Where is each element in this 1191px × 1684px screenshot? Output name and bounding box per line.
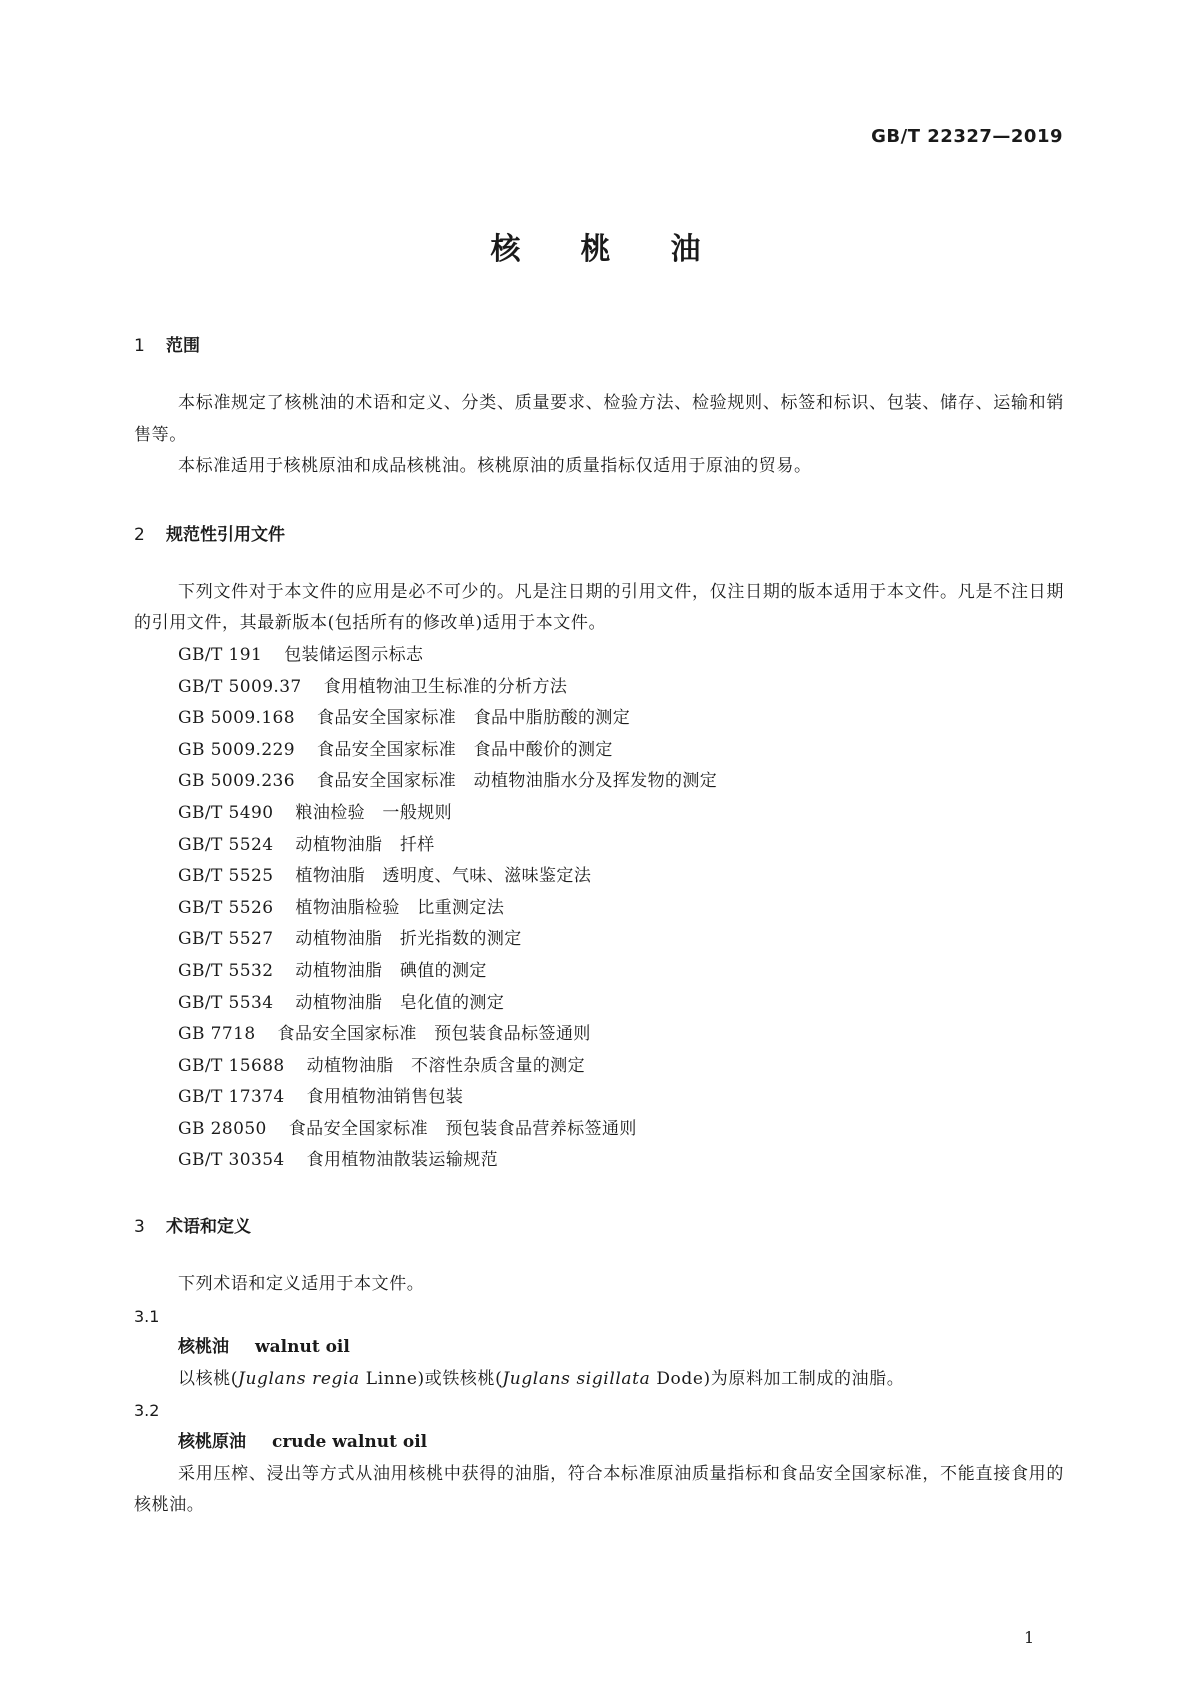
term-definition: 以核桃(Juglans regia Linne)或铁核桃(Juglans sigillata Dode)为原料加工制成的油脂。 (178, 1368, 905, 1389)
reference-item: GB/T 191 包装储运图示标志 (178, 644, 424, 665)
page-number: 1 (1024, 1628, 1035, 1647)
term-english: walnut oil (255, 1337, 350, 1358)
reference-item: GB/T 5009.37 食用植物油卫生标准的分析方法 (178, 676, 568, 697)
reference-item: GB/T 5490 粮油检验 一般规则 (178, 802, 453, 823)
paragraph: 下列术语和定义适用于本文件。 (178, 1274, 425, 1295)
term-number: 3.2 (134, 1401, 160, 1421)
reference-item: GB 7718 食品安全国家标准 预包装食品标签通则 (178, 1024, 591, 1045)
reference-item: GB/T 17374 食用植物油销售包装 (178, 1087, 464, 1108)
reference-item: GB/T 5534 动植物油脂 皂化值的测定 (178, 992, 505, 1013)
paragraph: 本标准适用于核桃原油和成品核桃油。核桃原油的质量指标仅适用于原油的贸易。 (178, 456, 812, 477)
section-heading-terms-definitions (134, 1211, 1064, 1243)
term-chinese: 核桃油 (178, 1337, 229, 1358)
reference-item: GB/T 5527 动植物油脂 折光指数的测定 (178, 929, 522, 950)
reference-item: GB/T 5526 植物油脂检验 比重测定法 (178, 897, 505, 918)
reference-list (134, 640, 1064, 1177)
term-english: crude walnut oil (272, 1432, 428, 1453)
section-number: 1 (134, 336, 145, 356)
term-entry (134, 1427, 1064, 1459)
section-title: 术语和定义 (166, 1217, 251, 1238)
term-number: 3.1 (134, 1306, 160, 1326)
reference-item: GB/T 30354 食用植物油散装运输规范 (178, 1150, 499, 1171)
standard-code: GB/T 22327—2019 (871, 126, 1063, 147)
reference-item: GB/T 15688 动植物油脂 不溶性杂质含量的测定 (178, 1055, 586, 1076)
section-heading-scope (134, 330, 1064, 362)
reference-item: GB/T 5532 动植物油脂 碘值的测定 (178, 960, 487, 981)
document-title: 核桃油 (490, 232, 761, 267)
reference-item: GB 28050 食品安全国家标准 预包装食品营养标签通则 (178, 1118, 637, 1139)
section-number: 3 (134, 1217, 145, 1238)
section-title: 范围 (166, 336, 200, 356)
reference-item: GB 5009.168 食品安全国家标准 食品中脂肪酸的测定 (178, 708, 631, 729)
section-number: 2 (134, 524, 145, 545)
paragraph: 本标准规定了核桃油的术语和定义、分类、质量要求、检验方法、检验规则、标签和标识、包装、储存、运输和销售等。 (134, 393, 1064, 445)
term-entry (134, 1332, 1064, 1364)
reference-item: GB 5009.236 食品安全国家标准 动植物油脂水分及挥发物的测定 (178, 771, 718, 792)
paragraph: 下列文件对于本文件的应用是必不可少的。凡是注日期的引用文件，仅注日期的版本适用于本文件。凡是不注日期的引用文件，其最新版本(包括所有的修改单)适用于本文件。 (134, 581, 1064, 634)
term-chinese: 核桃原油 (178, 1432, 246, 1453)
document-body (134, 330, 1064, 1522)
reference-item: GB/T 5524 动植物油脂 扦样 (178, 834, 435, 855)
section-title: 规范性引用文件 (166, 524, 285, 545)
section-heading-normative-references (134, 519, 1064, 551)
reference-item: GB 5009.229 食品安全国家标准 食品中酸价的测定 (178, 739, 613, 760)
term-definition: 采用压榨、浸出等方式从油用核桃中获得的油脂，符合本标准原油质量指标和食品安全国家标准，不能直接食用的核桃油。 (134, 1463, 1064, 1516)
reference-item: GB/T 5525 植物油脂 透明度、气味、滋味鉴定法 (178, 866, 592, 887)
